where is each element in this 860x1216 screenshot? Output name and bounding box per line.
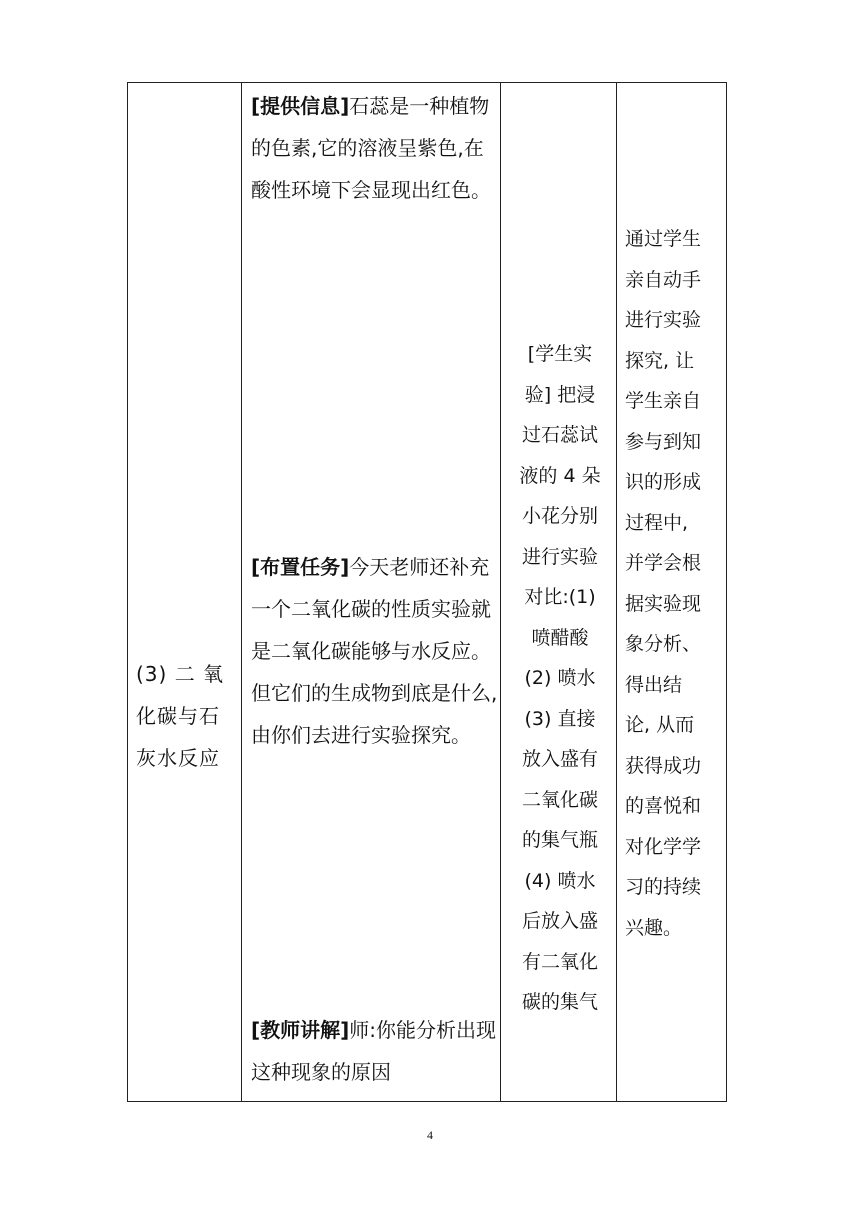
intent-line: 亲自动手 [625,268,702,291]
intent-line: 过程中, [625,511,689,534]
intent-line: 象分析、 [625,633,702,655]
explain-text: 师:你能分析出现这种现象的原因 [251,1018,497,1084]
intent-line: 学生亲自 [625,390,702,412]
student-line: 对比:(1) [524,586,596,608]
explain-tag: [教师讲解] [251,1018,350,1042]
lesson-table [127,82,727,1102]
teacher-task-block [251,546,501,756]
student-line: 进行实验 [521,545,598,568]
intent-line: 参与到知 [625,430,702,453]
intent-line: 据实验现 [625,592,702,615]
teacher-explain-block [251,1009,501,1093]
student-line: [学生实 [527,343,593,365]
intent-line: 探究, 让 [625,349,695,372]
intent-line: 兴趣。 [625,916,683,939]
student-line: 放入盛有 [521,748,598,770]
intent-line: 得出结 [625,673,683,696]
student-line: 验] 把浸 [524,383,596,406]
student-line: 碳的集气 [521,991,598,1013]
student-line: 二氧化碳 [521,788,598,811]
intent-line: 识的形成 [625,471,702,493]
info-text: 石蕊是一种植物的色素,它的溶液呈紫色,在酸性环境下会显现出红色。 [251,94,491,202]
student-line: 有二氧化 [521,950,598,973]
intent-line: 论, 从而 [625,714,695,736]
intent-line: 通过学生 [625,228,702,250]
task-tag: [布置任务] [251,555,350,579]
student-line: 后放入盛 [521,910,598,932]
intent-line: 的喜悦和 [625,795,702,817]
info-tag: [提供信息] [251,94,350,118]
intent-line: 获得成功 [625,754,702,777]
student-line: 的集气瓶 [521,829,598,851]
intent-line: 习的持续 [625,876,702,898]
student-line: 小花分别 [521,505,598,527]
teacher-info-block [251,85,501,211]
topic-cell: (3) 二 氧化碳与石灰水反应 [136,662,225,770]
design-intent-cell [625,219,721,948]
intent-line: 对化学学 [625,835,702,858]
intent-line: 并学会根 [625,552,702,574]
column-divider [616,83,617,1101]
student-activity-cell [506,334,614,1023]
intent-line: 进行实验 [625,309,702,331]
page-number: 4 [427,1128,433,1142]
student-line: (2) 喷水 [524,667,596,689]
column-divider [241,83,242,1101]
student-line: 液的 4 朵 [519,464,601,487]
student-line: 过石蕊试 [521,424,598,446]
student-line: (4) 喷水 [524,869,596,892]
student-line: (3) 直接 [524,707,596,730]
task-text: 今天老师还补充一个二氧化碳的性质实验就是二氧化碳能够与水反应。但它们的生成物到底是什么,由你们去进行实验探究。 [251,555,498,747]
student-line: 喷醋酸 [531,626,589,649]
